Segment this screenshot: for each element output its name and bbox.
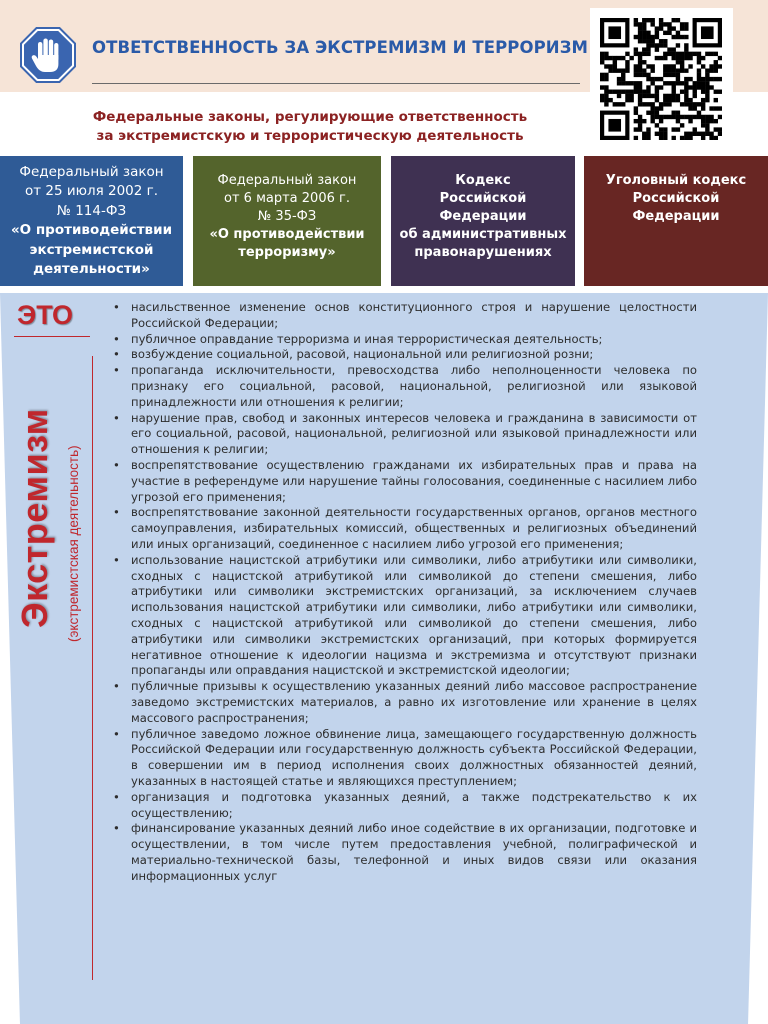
law-4-line: Уголовный кодекс	[605, 173, 747, 188]
law-2-line: Федеральный закон	[217, 173, 357, 188]
law-3-line: Федерации	[439, 209, 527, 224]
stop-hand-icon	[20, 27, 76, 83]
law-1-bold-line: экстремистской	[29, 241, 154, 258]
list-item: • финансирование указанных деяний либо иное содействие в их организации, подготовке и осуществлении, в том числе путем предоставления учебной, полиграфической и материально-технической базы, телефонной и иных видов связи или оказания информационных услуг	[113, 821, 697, 884]
law-1-bold-line: «О противодействии	[10, 222, 173, 238]
law-1-bold-line: деятельности»	[33, 261, 150, 277]
list-item: • публичное оправдание терроризма и иная террористическая деятельность;	[113, 332, 697, 348]
law-4-line: Российской	[632, 191, 720, 206]
law-1-line: № 114-ФЗ	[56, 202, 127, 219]
list-item: • организация и подготовка указанных деяний, а также подстрекательство к их осуществлению;	[113, 790, 697, 822]
list-item: • насильственное изменение основ конституционного строя и нарушение целостности Российской Федерации;	[113, 300, 697, 332]
list-item: • пропаганда исключительности, превосходства либо неполноценности человека по признаку его социальной, расовой, национальной, религиозной или языковой принадлежности или отношения к религии;	[113, 363, 697, 410]
section-subtitle: (экстремистская деятельность)	[66, 445, 81, 642]
law-2-line: от 6 марта 2006 г.	[224, 191, 350, 206]
law-3-line: Российской	[439, 191, 527, 206]
list-item: • публичные призывы к осуществлению указанных деяний либо массовое распространение заведомо экстремистских материалов, а равно их изготовление или хранение в целях массового распространения;	[113, 679, 697, 726]
definition-list	[113, 300, 697, 884]
section-title: Экстремизм	[14, 408, 55, 628]
law-3-line: Кодекс	[455, 173, 511, 188]
list-item: • нарушение прав, свобод и законных интересов человека и гражданина в зависимости от его социальной, расовой, национальной, религиозной или языковой принадлежности или отношения к религии;	[113, 411, 697, 458]
section-divider	[92, 356, 93, 980]
title-underline	[92, 83, 580, 84]
eto-label: ЭТО	[17, 300, 74, 330]
law-3-line: правонарушениях	[414, 245, 552, 260]
eto-underline	[14, 336, 90, 337]
law-card-35-fz	[193, 156, 381, 286]
list-item: • воспрепятствование осуществлению гражданами их избирательных прав и права на участие в референдуме или нарушение тайны голосования, соединенные с насилием либо угрозой его применения;	[113, 458, 697, 505]
list-item: • возбуждение социальной, расовой, национальной или религиозной розни;	[113, 347, 697, 363]
list-item: • воспрепятствование законной деятельности государственных органов, органов местного самоуправления, избирательных комиссий, общественных и религиозных объединений или иных организаций, соединенное с насилием либо угрозой его применения;	[113, 505, 697, 552]
page-title: ОТВЕТСТВЕННОСТЬ ЗА ЭКСТРЕМИЗМ И ТЕРРОРИЗМ	[92, 38, 589, 57]
list-item: • использование нацистской атрибутики или символики, либо атрибутики или символики, сходных с нацистской атрибутикой или символикой до степени смешения, либо атрибутики или символики экстремистских организаций, за исключением случаев использования нацистской атрибутики или символики, либо атрибутики или символики, сходных с нацистской атрибутикой или символикой до степени смешения, либо атрибутики или символики экстремистских организаций, при которых формируется негативное отношение к идеологии нацизма и экстремизма и отсутствуют признаки пропаганды или оправдания нацистской и экстремистской идеологии;	[113, 553, 697, 679]
law-2-line: № 35-ФЗ	[257, 209, 317, 224]
subtitle-line-1: Федеральные законы, регулирующие ответственность	[92, 109, 528, 125]
law-1-line: Федеральный закон	[19, 163, 164, 180]
law-1-line: от 25 июля 2002 г.	[24, 183, 159, 199]
law-card-uk-rf	[584, 156, 768, 286]
law-card-koap	[391, 156, 575, 286]
laws-subtitle	[40, 108, 580, 146]
law-2-bold-line: «О противодействии	[209, 227, 365, 242]
qr-code-icon	[590, 8, 733, 150]
subtitle-line-2: за экстремистскую и террористическую деятельность	[96, 128, 524, 144]
law-4-line: Федерации	[632, 209, 720, 224]
law-3-line: об административных	[399, 227, 567, 242]
list-item: • публичное заведомо ложное обвинение лица, замещающего государственную должность Российской Федерации или государственную должность субъекта Российской Федерации, в совершении им в период исполнения своих должностных обязанностей деяний, указанных в настоящей статье и являющихся преступлением;	[113, 727, 697, 790]
law-card-114-fz	[0, 156, 183, 286]
law-2-bold-line: терроризму»	[238, 245, 336, 260]
